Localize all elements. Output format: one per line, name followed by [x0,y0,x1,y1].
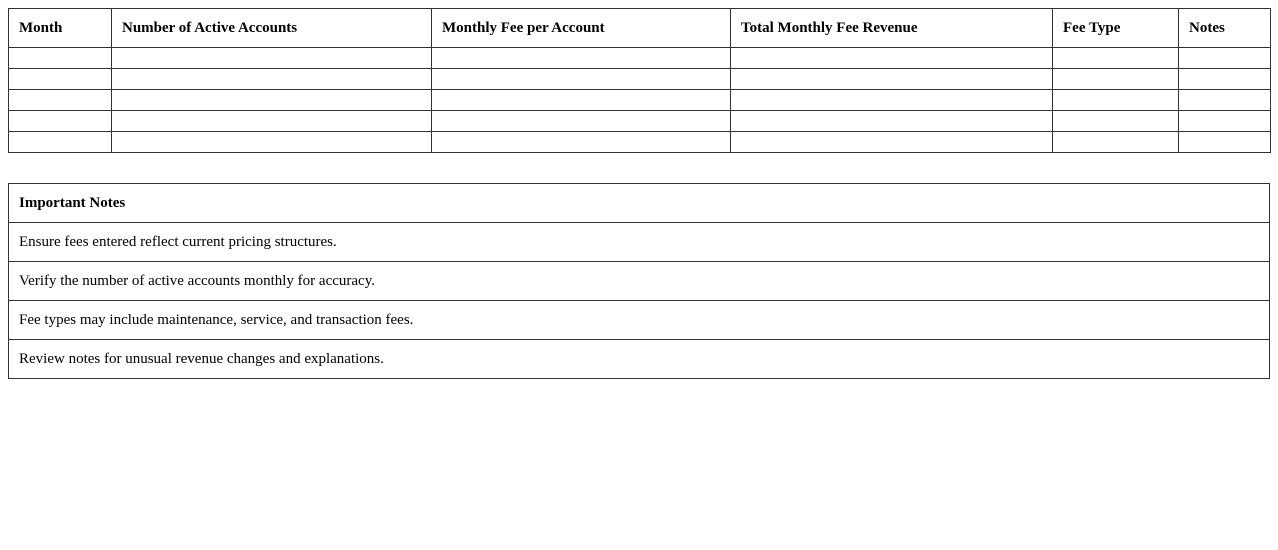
note-row [9,340,1270,379]
fee-revenue-table [8,8,1271,153]
table-row [9,48,1271,69]
cell-notes[interactable] [1179,111,1271,132]
cell-notes[interactable] [1179,90,1271,111]
note-item: Fee types may include maintenance, service, and transaction fees. [9,301,1270,340]
cell-notes[interactable] [1179,48,1271,69]
cell-month[interactable] [9,48,112,69]
notes-title: Important Notes [9,184,1270,223]
cell-active-accounts[interactable] [112,69,432,90]
cell-notes[interactable] [1179,69,1271,90]
column-header-notes: Notes [1179,9,1271,48]
cell-active-accounts[interactable] [112,48,432,69]
cell-active-accounts[interactable] [112,132,432,153]
column-header-monthly-fee: Monthly Fee per Account [432,9,731,48]
cell-total-revenue[interactable] [731,48,1053,69]
important-notes-table [8,183,1270,379]
cell-fee-type[interactable] [1053,69,1179,90]
cell-fee-type[interactable] [1053,48,1179,69]
cell-month[interactable] [9,90,112,111]
note-item: Review notes for unusual revenue changes and explanations. [9,340,1270,379]
cell-fee-type[interactable] [1053,132,1179,153]
note-item: Ensure fees entered reflect current pricing structures. [9,223,1270,262]
note-row [9,223,1270,262]
table-row [9,132,1271,153]
table-row [9,69,1271,90]
cell-monthly-fee[interactable] [432,90,731,111]
note-item: Verify the number of active accounts monthly for accuracy. [9,262,1270,301]
cell-active-accounts[interactable] [112,111,432,132]
table-body [9,48,1271,153]
cell-monthly-fee[interactable] [432,132,731,153]
note-row [9,301,1270,340]
cell-total-revenue[interactable] [731,111,1053,132]
cell-total-revenue[interactable] [731,90,1053,111]
cell-notes[interactable] [1179,132,1271,153]
cell-monthly-fee[interactable] [432,48,731,69]
cell-fee-type[interactable] [1053,90,1179,111]
table-header-row [9,9,1271,48]
table-row [9,111,1271,132]
column-header-active-accounts: Number of Active Accounts [112,9,432,48]
cell-month[interactable] [9,69,112,90]
note-row [9,262,1270,301]
cell-total-revenue[interactable] [731,132,1053,153]
cell-active-accounts[interactable] [112,90,432,111]
column-header-month: Month [9,9,112,48]
cell-total-revenue[interactable] [731,69,1053,90]
cell-month[interactable] [9,111,112,132]
column-header-fee-type: Fee Type [1053,9,1179,48]
table-row [9,90,1271,111]
cell-fee-type[interactable] [1053,111,1179,132]
column-header-total-revenue: Total Monthly Fee Revenue [731,9,1053,48]
cell-monthly-fee[interactable] [432,69,731,90]
notes-header-row [9,184,1270,223]
cell-monthly-fee[interactable] [432,111,731,132]
cell-month[interactable] [9,132,112,153]
